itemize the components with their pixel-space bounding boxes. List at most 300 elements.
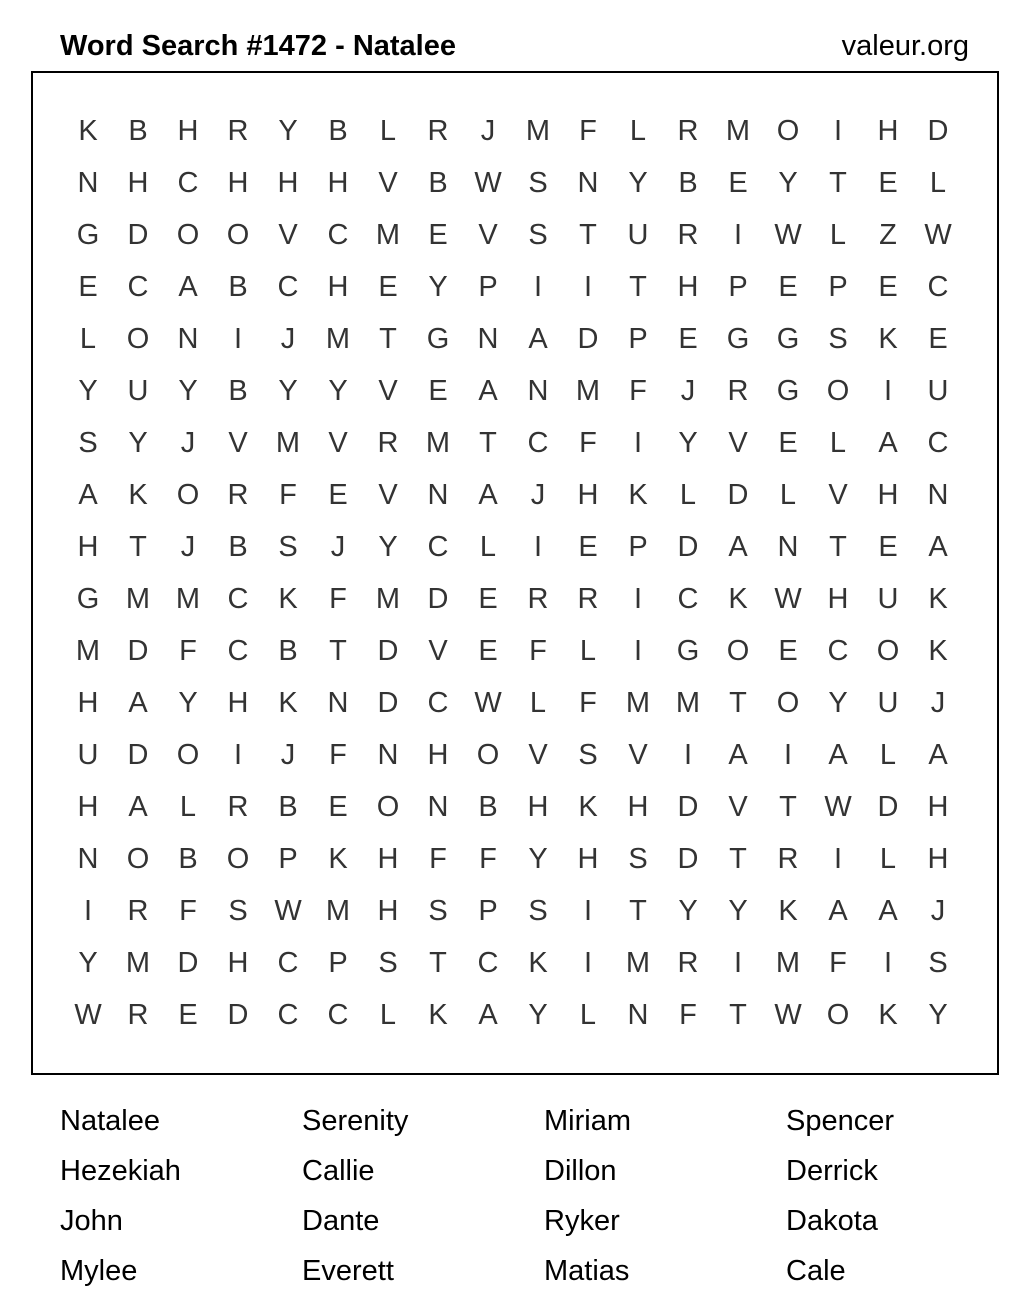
grid-letter: V [528,739,548,771]
grid-letter: F [429,843,447,875]
grid-letter: C [827,635,849,667]
grid-letter: L [379,999,397,1031]
grid-letter: A [78,479,98,511]
grid-letter: Y [528,999,548,1031]
grid-letter: E [778,635,798,667]
grid-letter: K [278,687,298,719]
grid-letter: F [329,739,347,771]
grid-letter: U [877,687,899,719]
grid-letter: D [377,635,399,667]
grid-letter: H [877,115,899,147]
grid-letter: H [627,791,649,823]
grid-letter: I [833,115,843,147]
grid-letter: Y [78,947,98,979]
grid-letter: V [828,479,848,511]
grid-letter: A [128,791,148,823]
grid-letter: Y [628,167,648,199]
grid-letter: E [428,219,448,251]
grid-letter: O [176,219,200,251]
grid-letter: C [227,583,249,615]
grid-letter: E [878,531,898,563]
grid-letter: J [930,687,946,719]
grid-letter: T [729,999,747,1031]
grid-letter: U [927,375,949,407]
grid-letter: L [829,427,847,459]
grid-letter: C [277,999,299,1031]
grid-letter: W [924,219,952,251]
grid-letter: J [280,739,296,771]
grid-letter: G [776,323,800,355]
grid-letter: N [527,375,549,407]
grid-letter: P [478,895,498,927]
grid-letter: H [577,843,599,875]
grid-letter: H [677,271,699,303]
word-list-item: Ryker [544,1205,620,1237]
grid-letter: G [676,635,700,667]
grid-letter: Y [928,999,948,1031]
grid-letter: D [877,791,899,823]
grid-letter: F [179,635,197,667]
grid-letter: E [428,375,448,407]
grid-letter: M [625,947,651,979]
grid-letter: E [328,479,348,511]
grid-letter: H [377,843,399,875]
grid-letter: M [325,895,351,927]
grid-letter: B [128,115,148,147]
word-list-item: Miriam [544,1105,631,1137]
grid-letter: M [75,635,101,667]
grid-letter: R [227,791,249,823]
word-list-item: Derrick [786,1155,878,1187]
grid-letter: O [226,219,250,251]
grid-letter: I [783,739,793,771]
grid-letter: D [577,323,599,355]
grid-letter: O [376,791,400,823]
grid-letter: C [127,271,149,303]
grid-letter: K [78,115,98,147]
grid-letter: E [778,427,798,459]
word-list-item: Cale [786,1255,846,1287]
grid-letter: B [328,115,348,147]
grid-letter: O [776,687,800,719]
grid-letter: W [774,999,802,1031]
grid-letter: B [228,531,248,563]
grid-letter: L [179,791,197,823]
grid-letter: A [128,687,148,719]
grid-letter: G [76,219,100,251]
grid-letter: L [579,999,597,1031]
grid-letter: E [878,271,898,303]
grid-letter: H [227,167,249,199]
grid-letter: W [774,219,802,251]
grid-letter: L [79,323,97,355]
grid-letter: E [578,531,598,563]
grid-letter: J [180,531,196,563]
grid-letter: D [677,791,699,823]
grid-letter: H [427,739,449,771]
grid-letter: E [478,583,498,615]
grid-letter: Y [778,167,798,199]
grid-letter: L [829,219,847,251]
word-list-item: Hezekiah [60,1155,181,1187]
word-list-item: Dillon [544,1155,617,1187]
grid-letter: B [178,843,198,875]
grid-letter: T [629,895,647,927]
grid-letter: R [127,895,149,927]
grid-letter: H [327,271,349,303]
grid-letter: V [228,427,248,459]
grid-letter: P [628,323,648,355]
grid-letter: L [879,739,897,771]
grid-letter: H [277,167,299,199]
grid-letter: L [379,115,397,147]
grid-letter: M [125,583,151,615]
grid-letter: S [828,323,848,355]
grid-letter: D [677,843,699,875]
grid-letter: K [928,635,948,667]
grid-letter: S [528,167,548,199]
grid-letter: H [927,791,949,823]
grid-letter: O [126,843,150,875]
grid-letter: J [280,323,296,355]
grid-letter: N [777,531,799,563]
grid-letter: O [226,843,250,875]
grid-letter: O [826,375,850,407]
grid-letter: R [677,947,699,979]
grid-letter: G [776,375,800,407]
grid-letter: B [278,635,298,667]
grid-letter: D [927,115,949,147]
grid-letter: I [583,271,593,303]
grid-letter: L [479,531,497,563]
grid-letter: I [583,947,593,979]
grid-letter: D [127,219,149,251]
grid-letter: K [428,999,448,1031]
grid-letter: R [677,115,699,147]
grid-letter: K [278,583,298,615]
grid-letter: A [728,739,748,771]
grid-letter: B [678,167,698,199]
grid-letter: S [528,895,548,927]
grid-letter: B [228,375,248,407]
grid-letter: T [329,635,347,667]
grid-letter: O [726,635,750,667]
grid-letter: R [527,583,549,615]
word-list-item: Dante [302,1205,380,1237]
grid-letter: I [583,895,593,927]
grid-letter: I [533,531,543,563]
grid-letter: O [476,739,500,771]
grid-letter: K [878,323,898,355]
grid-letter: J [330,531,346,563]
grid-letter: J [680,375,696,407]
grid-letter: U [877,583,899,615]
grid-letter: F [579,427,597,459]
grid-letter: C [427,687,449,719]
grid-letter: H [327,167,349,199]
grid-letter: I [533,271,543,303]
grid-letter: S [278,531,298,563]
grid-letter: N [577,167,599,199]
grid-letter: I [633,583,643,615]
grid-letter: A [478,999,498,1031]
grid-letter: D [227,999,249,1031]
grid-letter: F [479,843,497,875]
grid-letter: L [529,687,547,719]
grid-letter: H [527,791,549,823]
word-list [60,1096,1028,1296]
grid-letter: N [927,479,949,511]
grid-letter: B [228,271,248,303]
grid-letter: O [876,635,900,667]
grid-letter: V [278,219,298,251]
grid-letter: R [427,115,449,147]
grid-letter: W [474,167,502,199]
grid-letter: G [426,323,450,355]
grid-letter: C [427,531,449,563]
grid-letter: F [579,115,597,147]
grid-letter: I [883,947,893,979]
grid-letter: T [579,219,597,251]
grid-letter: F [529,635,547,667]
grid-letter: H [577,479,599,511]
grid-letter: D [127,635,149,667]
grid-letter: C [677,583,699,615]
grid-letter: E [728,167,748,199]
grid-letter: S [78,427,98,459]
grid-letter: Y [678,895,698,927]
grid-letter: C [927,427,949,459]
grid-letter: F [829,947,847,979]
grid-letter: T [829,167,847,199]
word-list-item: Spencer [786,1105,895,1137]
grid-letter: K [128,479,148,511]
grid-letter: A [728,531,748,563]
grid-letter: H [227,947,249,979]
grid-letter: I [633,427,643,459]
grid-letter: A [478,479,498,511]
grid-letter: M [325,323,351,355]
grid-letter: F [679,999,697,1031]
grid-letter: H [927,843,949,875]
grid-letter: B [478,791,498,823]
grid-letter: A [928,531,948,563]
grid-letter: H [77,687,99,719]
grid-letter: I [733,947,743,979]
grid-letter: F [279,479,297,511]
grid-letter: M [725,115,751,147]
grid-letter: N [177,323,199,355]
grid-letter: Y [178,375,198,407]
grid-letter: M [175,583,201,615]
grid-letter: C [277,947,299,979]
grid-letter: A [928,739,948,771]
grid-letter: H [377,895,399,927]
grid-letter: A [828,739,848,771]
letter-grid [63,105,963,1041]
grid-letter: L [929,167,947,199]
grid-letter: I [233,739,243,771]
grid-letter: N [477,323,499,355]
grid-letter: D [727,479,749,511]
grid-letter: R [577,583,599,615]
grid-letter: U [77,739,99,771]
grid-letter: Y [128,427,148,459]
grid-letter: S [378,947,398,979]
grid-letter: J [480,115,496,147]
grid-letter: D [177,947,199,979]
grid-letter: E [778,271,798,303]
word-list-item: Callie [302,1155,375,1187]
grid-letter: H [77,791,99,823]
grid-letter: W [824,791,852,823]
grid-letter: M [425,427,451,459]
grid-letter: C [277,271,299,303]
grid-letter: A [528,323,548,355]
grid-letter: R [677,219,699,251]
grid-letter: P [328,947,348,979]
grid-letter: E [78,271,98,303]
grid-letter: T [729,843,747,875]
grid-letter: K [878,999,898,1031]
grid-letter: O [176,479,200,511]
grid-letter: E [878,167,898,199]
grid-letter: M [775,947,801,979]
grid-letter: O [826,999,850,1031]
grid-letter: T [629,271,647,303]
grid-letter: U [627,219,649,251]
grid-letter: T [729,687,747,719]
word-list-item: Dakota [786,1205,878,1237]
grid-letter: M [675,687,701,719]
grid-letter: E [678,323,698,355]
word-list-item: Natalee [60,1105,160,1137]
grid-letter: E [328,791,348,823]
grid-letter: Y [678,427,698,459]
grid-letter: V [628,739,648,771]
grid-letter: L [679,479,697,511]
grid-letter: Z [879,219,897,251]
grid-letter: R [227,115,249,147]
puzzle-title: Word Search #1472 - Natalee [60,30,456,62]
grid-letter: K [628,479,648,511]
grid-letter: R [377,427,399,459]
grid-letter: I [233,323,243,355]
grid-letter: N [427,791,449,823]
grid-letter: N [77,843,99,875]
grid-letter: A [878,895,898,927]
grid-letter: H [227,687,249,719]
grid-letter: P [478,271,498,303]
grid-letter: N [427,479,449,511]
grid-letter: N [627,999,649,1031]
grid-letter: D [427,583,449,615]
grid-letter: E [928,323,948,355]
grid-letter: Y [528,843,548,875]
grid-letter: M [275,427,301,459]
grid-letter: S [628,843,648,875]
grid-letter: M [375,219,401,251]
grid-letter: C [527,427,549,459]
grid-letter: H [77,531,99,563]
grid-letter: T [829,531,847,563]
word-list-item: Mylee [60,1255,138,1287]
grid-letter: F [629,375,647,407]
grid-letter: M [525,115,551,147]
grid-letter: F [329,583,347,615]
grid-letter: K [778,895,798,927]
grid-letter: V [428,635,448,667]
grid-letter: V [378,375,398,407]
grid-letter: A [828,895,848,927]
grid-letter: H [177,115,199,147]
grid-letter: W [774,583,802,615]
grid-letter: N [77,167,99,199]
grid-letter: M [575,375,601,407]
grid-letter: D [127,739,149,771]
grid-letter: C [477,947,499,979]
grid-letter: A [478,375,498,407]
grid-letter: L [879,843,897,875]
grid-letter: I [833,843,843,875]
grid-letter: Y [278,115,298,147]
grid-letter: O [126,323,150,355]
grid-letter: C [927,271,949,303]
grid-letter: V [378,479,398,511]
word-list-item: Matias [544,1255,630,1287]
grid-letter: S [928,947,948,979]
grid-letter: M [625,687,651,719]
grid-letter: K [578,791,598,823]
grid-letter: G [726,323,750,355]
grid-letter: N [377,739,399,771]
grid-letter: S [428,895,448,927]
grid-letter: J [930,895,946,927]
grid-letter: D [377,687,399,719]
grid-letter: V [328,427,348,459]
grid-letter: V [478,219,498,251]
grid-letter: B [428,167,448,199]
word-list-item: Serenity [302,1105,409,1137]
grid-letter: Y [278,375,298,407]
grid-letter: Y [178,687,198,719]
grid-letter: D [677,531,699,563]
grid-letter: W [274,895,302,927]
grid-letter: O [776,115,800,147]
grid-letter: J [180,427,196,459]
grid-letter: L [629,115,647,147]
grid-letter: R [727,375,749,407]
grid-letter: Y [78,375,98,407]
grid-letter: Y [728,895,748,927]
site-name: valeur.org [841,30,969,62]
grid-letter: V [728,791,748,823]
grid-letter: K [528,947,548,979]
grid-letter: R [227,479,249,511]
grid-letter: C [327,999,349,1031]
grid-letter: I [683,739,693,771]
grid-letter: H [877,479,899,511]
grid-letter: Y [428,271,448,303]
grid-letter: H [127,167,149,199]
grid-letter: F [179,895,197,927]
grid-letter: Y [378,531,398,563]
grid-letter: C [177,167,199,199]
grid-letter: V [378,167,398,199]
grid-letter: S [528,219,548,251]
grid-letter: K [928,583,948,615]
grid-letter: T [779,791,797,823]
